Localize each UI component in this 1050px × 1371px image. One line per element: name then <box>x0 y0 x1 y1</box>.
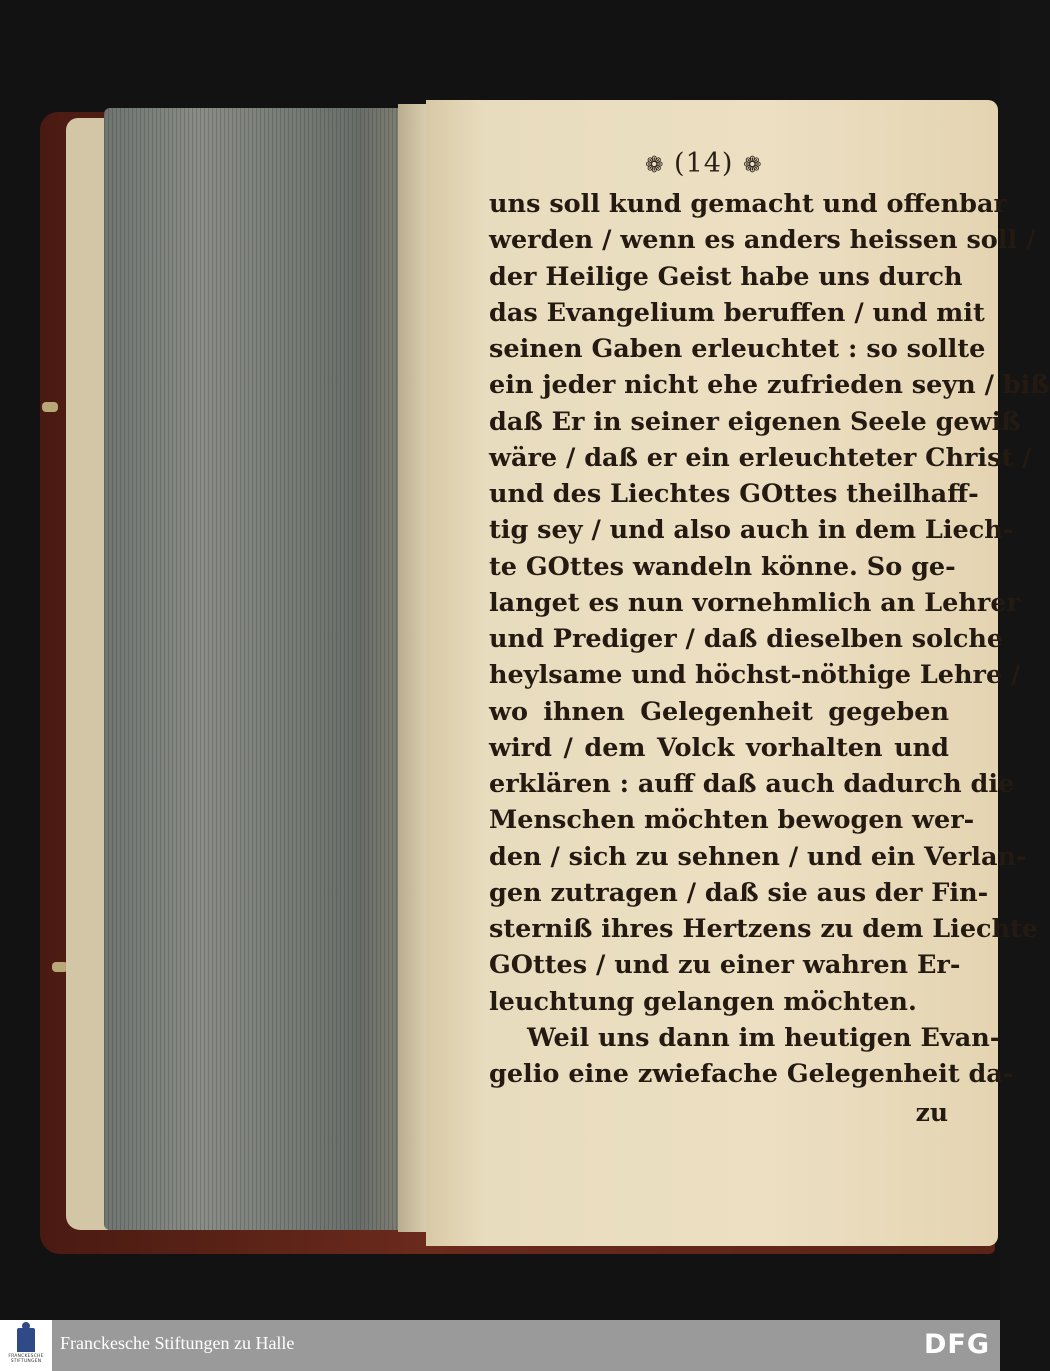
text-line: tig sey / und also auch in dem Liech- <box>489 515 1014 546</box>
text-line: heylsame und höchst-nöthige Lehre / <box>489 660 1021 691</box>
catchword: zu <box>915 1098 948 1127</box>
institution-logo[interactable] <box>0 1320 52 1371</box>
text-line: wäre / daß er ein erleuchteter Christ / <box>489 442 1032 473</box>
text-line: und des Liechtes GOttes theilhaff- <box>489 479 979 509</box>
text-line: wo ihnen Gelegenheit gegeben <box>489 696 949 727</box>
text-line: Menschen möchten bewogen wer- <box>489 805 975 836</box>
text-line: werden / wenn es anders heissen soll / <box>489 225 1036 256</box>
institution-name[interactable]: Franckesche Stiftungen zu Halle <box>60 1333 295 1353</box>
text-line: den / sich zu sehnen / und ein Verlan- <box>489 841 1027 872</box>
text-line: Weil uns dann im heutigen Evan- <box>527 1022 1001 1053</box>
viewer-footer <box>0 1320 1000 1371</box>
logo-caption <box>8 1354 43 1364</box>
text-line: der Heilige Geist habe uns durch <box>489 261 963 292</box>
text-line: seinen Gaben erleuchtet : so sollte <box>489 334 986 364</box>
logo-caption-line-1: FRANCKESCHE <box>8 1353 44 1359</box>
text-line: langet es nun vornehmlich an Lehrer <box>489 587 1021 618</box>
text-line: gen zutragen / daß sie aus der Fin- <box>489 877 989 908</box>
text-line: uns soll kund gemacht und offenbar <box>489 189 1007 219</box>
ornament-right-icon: ❁ <box>743 153 763 178</box>
text-line: te GOttes wandeln könne. So ge- <box>489 551 956 582</box>
text-line: daß Er in seiner eigenen Seele gewiß <box>489 406 1021 437</box>
orphanage-building-icon <box>17 1328 35 1352</box>
text-line: leuchtung gelangen möchten. <box>489 986 917 1017</box>
ornament-left-icon: ❁ <box>645 153 665 178</box>
page-number-header <box>645 148 763 179</box>
clasp-top <box>42 402 58 412</box>
dfg-logo[interactable]: DFG <box>923 1329 990 1360</box>
page-number: (14) <box>674 148 734 179</box>
text-line: das Evangelium beruffen / und mit <box>489 297 985 328</box>
text-line: sterniß ihres Hertzens zu dem Liechte <box>489 914 1039 944</box>
page-edges <box>104 108 424 1230</box>
page-text <box>489 186 1050 1092</box>
text-line: wird / dem Volck vorhalten und <box>489 732 949 763</box>
text-line: ein jeder nicht ehe zufrieden seyn / biß <box>489 370 1050 401</box>
text-line: gelio eine zwiefache Gelegenheit da- <box>489 1059 1014 1089</box>
logo-caption-line-2: STIFTUNGEN <box>10 1358 42 1364</box>
text-line: erklären : auff daß auch dadurch die <box>489 769 1015 799</box>
text-line: GOttes / und zu einer wahren Er- <box>489 950 961 981</box>
text-line: und Prediger / daß dieselben solche <box>489 624 1004 654</box>
